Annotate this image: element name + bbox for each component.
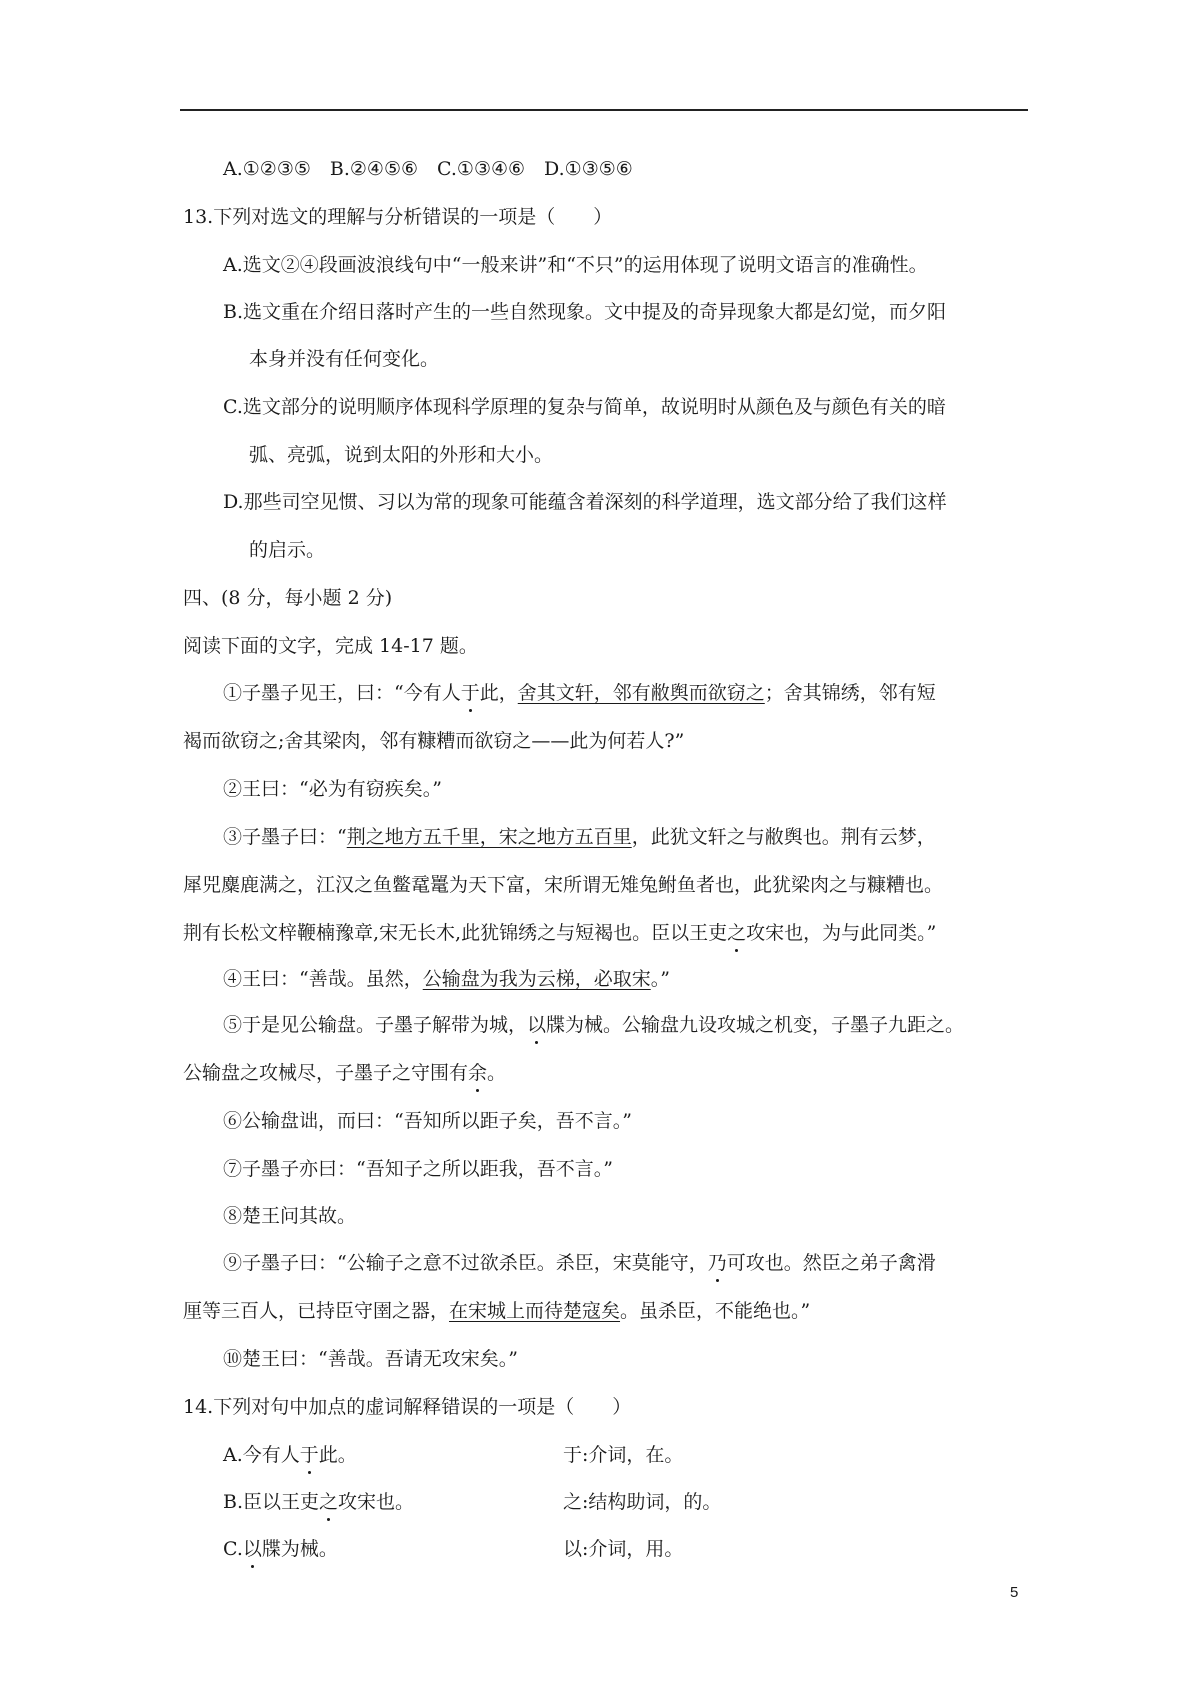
- passage-paragraph-9: ⑨子墨子曰：“公输子之意不过欲杀臣。杀臣，宋莫能守，乃可攻也。然臣之弟子禽滑: [223, 1252, 936, 1274]
- q12-options: A.①②③⑤ B.②④⑤⑥ C.①③④⑥ D.①③⑤⑥: [223, 158, 633, 180]
- emphasis-dot-char: 之: [727, 922, 747, 944]
- q14-option-b-explanation: 之:结构助词，的。: [563, 1491, 722, 1513]
- q14-option-c: C.以牒为械。: [223, 1538, 338, 1560]
- page-number: 5: [1010, 1584, 1019, 1601]
- passage-paragraph-6: ⑥公输盘诎，而曰：“吾知所以距子矣，吾不言。”: [223, 1110, 632, 1132]
- q13-option-a: A.选文②④段画波浪线句中“一般来讲”和“不只”的运用体现了说明文语言的准确性。: [223, 254, 928, 276]
- q13-option-c-cont: 弧、亮弧，说到太阳的外形和大小。: [249, 444, 554, 466]
- q14-option-a-explanation: 于:介词，在。: [563, 1444, 684, 1466]
- header-rule: [180, 109, 1028, 111]
- passage-paragraph-1: ①子墨子见王，曰：“今有人于此，舍其文轩，邻有敝舆而欲窃之；舍其锦绣，邻有短: [223, 682, 936, 704]
- emphasis-dot-char: 于: [460, 682, 480, 704]
- q13-option-d-cont: 的启示。: [249, 539, 326, 561]
- q13-option-c: C.选文部分的说明顺序体现科学原理的复杂与简单，故说明时从颜色及与颜色有关的暗: [223, 396, 946, 418]
- passage-paragraph-3: ③子墨子曰：“荆之地方五千里，宋之地方五百里，此犹文轩之与敝舆也。荆有云梦，: [223, 826, 936, 848]
- passage-paragraph-7: ⑦子墨子亦曰：“吾知子之所以距我，吾不言。”: [223, 1158, 613, 1180]
- emphasis-dot-char: 于: [299, 1444, 319, 1466]
- passage-paragraph-5-cont: 公输盘之攻械尽，子墨子之守围有余。: [183, 1062, 507, 1084]
- passage-paragraph-5: ⑤于是见公输盘。子墨子解带为城，以牒为械。公输盘九设攻城之机变，子墨子九距之。: [223, 1014, 965, 1036]
- emphasis-dot-char: 余: [468, 1062, 488, 1084]
- passage-paragraph-3-cont2: 荆有长松文梓鞭楠豫章,宋无长木,此犹锦绣之与短褐也。臣以王吏之攻宋也，为与此同类。”: [183, 922, 937, 944]
- emphasis-dot-char: 之: [319, 1491, 339, 1513]
- emphasis-dot-char: 乃: [707, 1252, 727, 1274]
- q13-option-d: D.那些司空见惯、习以为常的现象可能蕴含着深刻的科学道理，选文部分给了我们这样: [223, 491, 947, 513]
- passage-paragraph-2: ②王曰：“必为有窃疾矣。”: [223, 778, 442, 800]
- q14-option-a: A.今有人于此。: [223, 1444, 357, 1466]
- q14-option-b: B.臣以王吏之攻宋也。: [223, 1491, 415, 1513]
- underlined-sentence: 荆之地方五千里，宋之地方五百里: [346, 826, 632, 848]
- underlined-sentence: 在宋城上而待楚寇矣: [449, 1300, 621, 1322]
- passage-paragraph-4: ④王曰：“善哉。虽然，公输盘为我为云梯，必取宋。”: [223, 968, 670, 990]
- passage-paragraph-1-cont: 褐而欲窃之;舍其梁肉，邻有糠糟而欲窃之——此为何若人?”: [183, 730, 685, 752]
- q13-stem: 13.下列对选文的理解与分析错误的一项是（ ）: [183, 206, 613, 228]
- q14-stem: 14.下列对句中加点的虚词解释错误的一项是（ ）: [183, 1396, 632, 1418]
- underlined-sentence: 公输盘为我为云梯，必取宋: [422, 968, 651, 990]
- underlined-sentence: 舍其文轩，邻有敝舆而欲窃之: [517, 682, 765, 704]
- emphasis-dot-char: 以: [527, 1014, 547, 1036]
- section-intro: 阅读下面的文字，完成 14-17 题。: [183, 635, 478, 657]
- q13-option-b-cont: 本身并没有任何变化。: [249, 348, 440, 370]
- q14-option-c-explanation: 以:介词，用。: [563, 1538, 684, 1560]
- passage-paragraph-3-cont: 犀兕麋鹿满之，江汉之鱼鳖鼋鼍为天下富，宋所谓无雉兔鲋鱼者也，此犹梁肉之与糠糟也。: [183, 874, 944, 896]
- section-heading: 四、(8 分，每小题 2 分): [183, 587, 393, 609]
- q13-option-b: B.选文重在介绍日落时产生的一些自然现象。文中提及的奇异现象大都是幻觉，而夕阳: [223, 301, 947, 323]
- passage-paragraph-8: ⑧楚王问其故。: [223, 1205, 357, 1227]
- emphasis-dot-char: 以: [242, 1538, 262, 1560]
- passage-paragraph-10: ⑩楚王曰：“善哉。吾请无攻宋矣。”: [223, 1348, 518, 1370]
- passage-paragraph-9-cont: 厘等三百人，已持臣守圉之器，在宋城上而待楚寇矣。虽杀臣，不能绝也。”: [183, 1300, 811, 1322]
